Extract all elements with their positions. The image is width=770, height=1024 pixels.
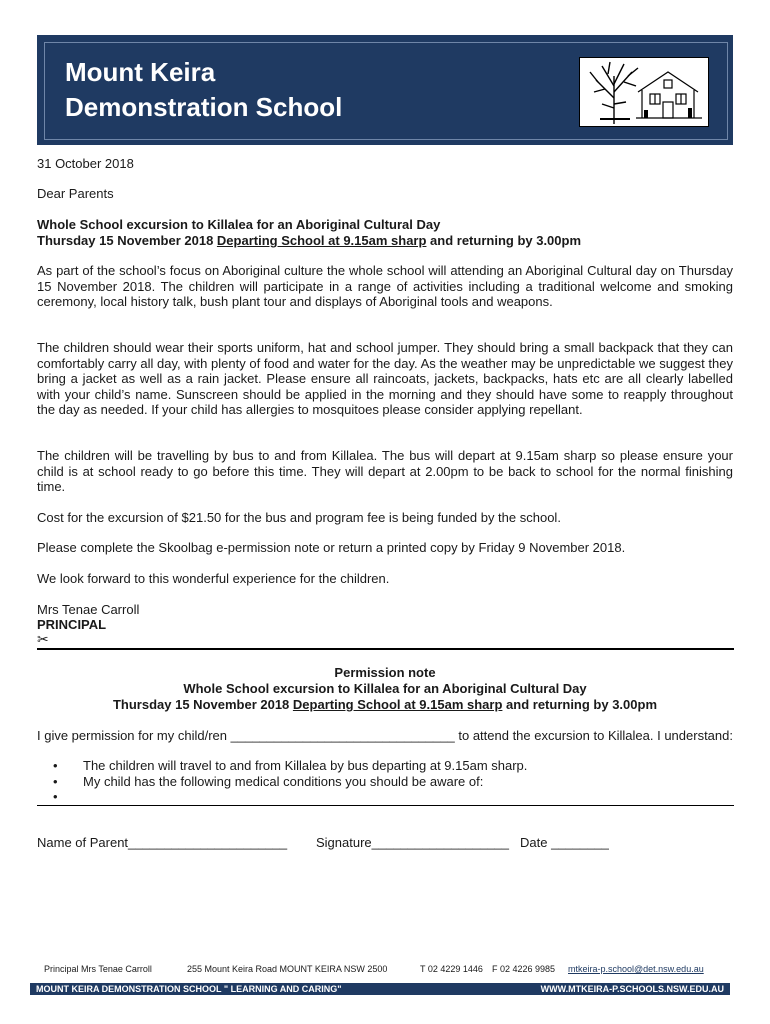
- paragraph-closing: We look forward to this wonderful experience for the children.: [37, 571, 390, 586]
- date-field[interactable]: Date ________: [520, 835, 609, 850]
- school-name-line1: Mount Keira: [65, 57, 216, 87]
- permission-subject-line-2: [37, 697, 733, 713]
- list-item: • The children will travel to and from Killalea by bus departing at 9.15am sharp.: [53, 758, 528, 773]
- bullet-icon: •: [53, 789, 58, 804]
- permission-subject-departure: Departing School at 9.15am sharp: [292, 697, 503, 712]
- subject-line-1: Whole School excursion to Killalea for an Aboriginal Cultural Day: [37, 217, 441, 232]
- permission-heading: Permission note: [334, 665, 436, 680]
- cut-line: [37, 648, 734, 650]
- paragraph-culture: As part of the school’s focus on Aboriginal culture the whole school will attending an Aboriginal Cultural day on Thursday 15 November 2018. The children will participate in a range of activities including a traditional welcome and smoking ceremony, local history talk, bush plant tour and displays of Aboriginal tools and weapons.: [37, 263, 733, 309]
- signoff-name: Mrs Tenae Carroll: [37, 602, 140, 617]
- salutation: Dear Parents: [37, 186, 114, 201]
- footer-fax: F 02 4226 9985: [492, 964, 556, 974]
- footer-phone: T 02 4229 1446: [420, 964, 483, 974]
- list-item: • My child has the following medical conditions you should be aware of:: [53, 773, 484, 789]
- parent-name-field[interactable]: Name of Parent______________________: [37, 835, 288, 850]
- school-building-tree-logo-icon: [580, 58, 708, 126]
- signature-field[interactable]: Signature___________________: [316, 835, 510, 850]
- footer-bar: [30, 983, 730, 995]
- footer-motto: MOUNT KEIRA DEMONSTRATION SCHOOL " LEARNING AND CARING": [36, 984, 342, 994]
- school-name-line2: Demonstration School: [65, 92, 343, 122]
- permission-subject-return: and returning by 3.00pm: [502, 697, 658, 712]
- subject-line-2: [37, 233, 733, 249]
- paragraph-return-note: Please complete the Skoolbag e-permission note or return a printed copy by Friday 9 November 2018.: [37, 540, 626, 555]
- scissors-icon: ✂: [37, 631, 49, 647]
- school-name: [65, 55, 342, 125]
- paragraph-cost: Cost for the excursion of $21.50 for the bus and program fee is being funded by the school.: [37, 510, 561, 525]
- letter-date: 31 October 2018: [37, 156, 134, 171]
- footer-address: 255 Mount Keira Road MOUNT KEIRA NSW 2500: [187, 964, 388, 974]
- signoff-title: PRINCIPAL: [37, 617, 107, 632]
- paragraph-uniform: The children should wear their sports uniform, hat and school jumper. They should bring a small backpack that they can comfortably carry all day, with plenty of food and water for the day. As the weather may be unpredictable we suggest they bring a jacket as well as a rain jacket. Please ensure all raincoats, jackets, backpacks, hats etc are all clearly labelled with your child’s name. Sunscreen should be applied in the morning and they should have some to reapply throughout the day as needed. If your child has allergies to mosquitoes please consider applying repellant.: [37, 340, 733, 417]
- permission-subject-date: Thursday 15 November 2018: [112, 697, 293, 712]
- bullet-icon: •: [53, 773, 58, 789]
- medical-conditions-line[interactable]: [37, 805, 734, 806]
- permission-subject-line-1: Whole School excursion to Killalea for an Aboriginal Cultural Day: [183, 681, 587, 696]
- letterhead-banner: [37, 35, 733, 145]
- understanding-list: [53, 758, 527, 805]
- footer-email-link[interactable]: mtkeira-p.school@det.nsw.edu.au: [568, 964, 704, 974]
- footer-website-link[interactable]: WWW.MTKEIRA-P.SCHOOLS.NSW.EDU.AU: [540, 984, 724, 994]
- list-item-medical-field[interactable]: [53, 789, 527, 805]
- letterhead-border: [44, 42, 728, 140]
- paragraph-bus: The children will be travelling by bus to and from Killalea. The bus will depart at 9.15am sharp so please ensure your child is at school ready to go before this time. They will depart at 2.00pm to be back to school for the normal finishing time.: [37, 448, 733, 494]
- footer-principal: Principal Mrs Tenae Carroll: [44, 964, 152, 974]
- bullet-icon: •: [53, 758, 58, 773]
- subject-return: and returning by 3.00pm: [426, 233, 582, 248]
- subject-departure: Departing School at 9.15am sharp: [216, 233, 427, 248]
- consent-text: I give permission for my child/ren _______________________________ to attend the excursion to Killalea. I understand:: [37, 728, 733, 743]
- subject-date: Thursday 15 November 2018: [37, 233, 217, 248]
- school-logo: [579, 57, 709, 127]
